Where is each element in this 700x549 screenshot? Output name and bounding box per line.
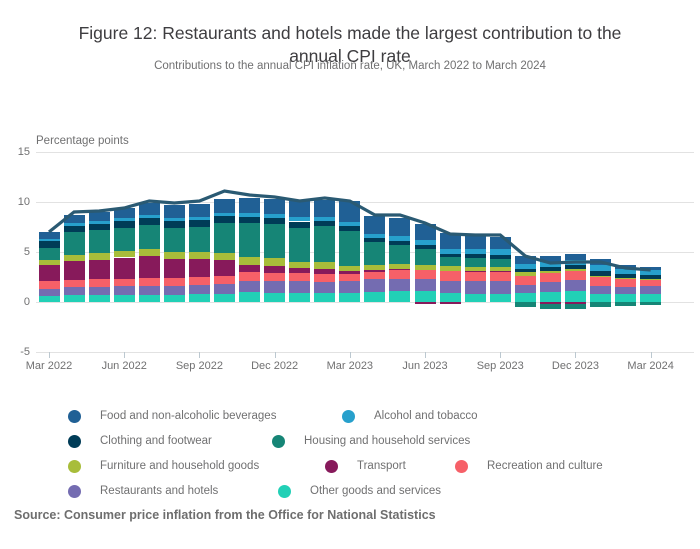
bar-segment[interactable] — [264, 273, 285, 282]
bar-segment[interactable] — [264, 293, 285, 302]
bar-segment[interactable] — [114, 228, 135, 252]
bar-segment[interactable] — [339, 222, 360, 226]
bar-segment[interactable] — [590, 294, 611, 302]
y-tick-label: -5 — [20, 346, 30, 358]
bar-segment[interactable] — [465, 294, 486, 303]
bar-segment[interactable] — [39, 265, 60, 281]
bar-segment[interactable] — [239, 281, 260, 292]
source-note: Source: Consumer price inflation from the Office for National Statistics — [14, 508, 436, 522]
bar-segment[interactable] — [515, 302, 536, 307]
bar-segment[interactable] — [490, 237, 511, 249]
bar-segment[interactable] — [565, 271, 586, 280]
bar-segment[interactable] — [565, 265, 586, 269]
bar-segment[interactable] — [640, 294, 661, 302]
bar-segment[interactable] — [440, 281, 461, 293]
bar-segment[interactable] — [39, 248, 60, 260]
bar-segment[interactable] — [615, 294, 636, 302]
bar-segment[interactable] — [590, 265, 611, 271]
bar-segment[interactable] — [139, 218, 160, 225]
bar-segment[interactable] — [615, 274, 636, 278]
bar-segment[interactable] — [590, 302, 611, 307]
bar-segment[interactable] — [189, 217, 210, 220]
bar-segment[interactable] — [364, 216, 385, 234]
legend-dot-icon — [342, 410, 355, 423]
x-tick-mark — [49, 352, 50, 358]
legend-label: Alcohol and tobacco — [374, 410, 478, 422]
bar-segment[interactable] — [239, 257, 260, 265]
bar-segment[interactable] — [164, 228, 185, 253]
legend-label: Recreation and culture — [487, 460, 603, 472]
bar-segment[interactable] — [565, 291, 586, 302]
bar-segment[interactable] — [490, 271, 511, 272]
y-tick-label: 15 — [17, 146, 30, 158]
bar-segment[interactable] — [339, 271, 360, 274]
bar-segment[interactable] — [89, 253, 110, 259]
legend-label: Clothing and footwear — [100, 435, 212, 447]
bar-segment[interactable] — [540, 271, 561, 273]
bar-segment[interactable] — [89, 287, 110, 295]
bar-segment[interactable] — [389, 279, 410, 291]
bar-segment[interactable] — [314, 200, 335, 217]
bar-segment[interactable] — [389, 291, 410, 302]
bar-segment[interactable] — [415, 224, 436, 240]
bar-segment[interactable] — [415, 302, 436, 304]
bar-segment[interactable] — [515, 256, 536, 264]
bar-segment[interactable] — [239, 265, 260, 272]
bar-segment[interactable] — [89, 221, 110, 224]
x-tick-mark — [199, 352, 200, 358]
bar-segment[interactable] — [39, 239, 60, 241]
bar-segment[interactable] — [540, 304, 561, 310]
legend-label: Other goods and services — [310, 485, 442, 497]
bar-segment[interactable] — [339, 281, 360, 293]
bar-segment[interactable] — [314, 226, 335, 262]
bar-segment[interactable] — [114, 295, 135, 302]
bar-segment[interactable] — [289, 262, 310, 268]
bar-segment[interactable] — [515, 272, 536, 276]
legend-label: Food and non-alcoholic beverages — [100, 410, 277, 422]
gridline--5 — [36, 352, 694, 353]
legend-dot-icon — [68, 435, 81, 448]
bar-segment[interactable] — [214, 276, 235, 284]
bar-segment[interactable] — [89, 279, 110, 287]
bar-segment[interactable] — [490, 249, 511, 255]
bar-segment[interactable] — [214, 260, 235, 276]
bar-segment[interactable] — [465, 254, 486, 258]
bar-segment[interactable] — [364, 238, 385, 242]
bar-segment[interactable] — [289, 217, 310, 222]
bar-segment[interactable] — [565, 254, 586, 260]
legend-dot-icon — [278, 485, 291, 498]
bar-segment[interactable] — [540, 262, 561, 267]
x-tick-mark — [350, 352, 351, 358]
bar-segment[interactable] — [415, 291, 436, 302]
bar-segment[interactable] — [415, 279, 436, 291]
x-tick-mark — [124, 352, 125, 358]
bar-segment[interactable] — [114, 258, 135, 279]
bar-segment[interactable] — [465, 271, 486, 272]
bar-segment[interactable] — [239, 213, 260, 217]
x-tick-mark — [500, 352, 501, 358]
gridline-10 — [36, 202, 694, 203]
bar-segment[interactable] — [39, 296, 60, 302]
bar-segment[interactable] — [114, 221, 135, 228]
bar-segment[interactable] — [465, 272, 486, 282]
bar-segment[interactable] — [164, 252, 185, 259]
bar-segment[interactable] — [590, 277, 611, 286]
bar-segment[interactable] — [139, 203, 160, 215]
bar-segment[interactable] — [189, 252, 210, 259]
bar-segment[interactable] — [89, 224, 110, 231]
bar-segment[interactable] — [64, 232, 85, 255]
bar-segment[interactable] — [189, 220, 210, 227]
bar-segment[interactable] — [64, 255, 85, 261]
bar-segment[interactable] — [415, 249, 436, 265]
bar-segment[interactable] — [114, 279, 135, 287]
bar-segment[interactable] — [214, 216, 235, 223]
bar-segment[interactable] — [214, 284, 235, 294]
bar-segment[interactable] — [615, 269, 636, 274]
bar-segment[interactable] — [615, 279, 636, 287]
bar-segment[interactable] — [339, 231, 360, 266]
bar-segment[interactable] — [565, 260, 586, 265]
bar-segment[interactable] — [490, 281, 511, 294]
bar-segment[interactable] — [214, 213, 235, 216]
bar-segment[interactable] — [615, 265, 636, 269]
bar-segment[interactable] — [289, 293, 310, 302]
bar-segment[interactable] — [314, 262, 335, 269]
legend-label: Transport — [357, 460, 406, 472]
bar-segment[interactable] — [289, 201, 310, 217]
bar-segment[interactable] — [164, 278, 185, 286]
bar-segment[interactable] — [114, 208, 135, 218]
bar-segment[interactable] — [139, 286, 160, 295]
bar-segment[interactable] — [139, 225, 160, 249]
bar-segment[interactable] — [339, 274, 360, 281]
legend-label: Restaurants and hotels — [100, 485, 219, 497]
bar-segment[interactable] — [389, 270, 410, 279]
x-tick-label: Dec 2023 — [551, 360, 600, 372]
bar-segment[interactable] — [139, 256, 160, 278]
legend-label: Furniture and household goods — [100, 460, 260, 472]
bar-segment[interactable] — [364, 234, 385, 238]
x-tick-label: Mar 2023 — [326, 360, 374, 372]
bar-segment[interactable] — [440, 271, 461, 281]
x-tick-label: Dec 2022 — [251, 360, 299, 372]
bar-segment[interactable] — [615, 278, 636, 279]
bar-segment[interactable] — [264, 199, 285, 215]
bar-segment[interactable] — [239, 217, 260, 223]
bar-segment[interactable] — [239, 223, 260, 257]
x-tick-label: Sep 2022 — [175, 360, 223, 372]
bar-segment[interactable] — [540, 267, 561, 271]
y-tick-label: 10 — [17, 196, 30, 208]
bar-segment[interactable] — [515, 276, 536, 285]
bar-segment[interactable] — [540, 273, 561, 282]
bar-segment[interactable] — [239, 198, 260, 213]
bar-segment[interactable] — [114, 286, 135, 295]
bar-segment[interactable] — [114, 218, 135, 221]
bar-segment[interactable] — [565, 280, 586, 291]
bar-segment[interactable] — [465, 281, 486, 294]
bar-segment[interactable] — [389, 245, 410, 264]
bar-segment[interactable] — [415, 240, 436, 245]
bar-segment[interactable] — [440, 233, 461, 249]
bar-segment[interactable] — [214, 294, 235, 302]
bar-segment[interactable] — [314, 217, 335, 222]
bar-segment[interactable] — [415, 270, 436, 279]
bar-segment[interactable] — [214, 223, 235, 253]
bar-segment[interactable] — [490, 272, 511, 281]
bar-segment[interactable] — [214, 199, 235, 213]
bar-segment[interactable] — [540, 282, 561, 292]
bar-segment[interactable] — [189, 285, 210, 294]
x-tick-mark — [275, 352, 276, 358]
bar-segment[interactable] — [490, 267, 511, 271]
bar-segment[interactable] — [565, 269, 586, 271]
x-tick-mark — [575, 352, 576, 358]
bar-segment[interactable] — [490, 294, 511, 302]
bar-segment[interactable] — [264, 266, 285, 273]
bar-segment[interactable] — [640, 286, 661, 294]
y-tick-label: 5 — [23, 246, 30, 258]
bar-segment[interactable] — [339, 201, 360, 222]
bar-segment[interactable] — [214, 253, 235, 260]
bar-segment[interactable] — [39, 281, 60, 289]
bar-segment[interactable] — [415, 245, 436, 249]
bar-segment[interactable] — [39, 232, 60, 239]
bar-segment[interactable] — [164, 259, 185, 278]
bar-segment[interactable] — [264, 224, 285, 258]
bar-segment[interactable] — [640, 279, 661, 280]
bar-segment[interactable] — [289, 281, 310, 293]
bar-segment[interactable] — [640, 275, 661, 279]
bar-segment[interactable] — [640, 279, 661, 286]
page-title: Figure 12: Restaurants and hotels made the largest contribution to the annual CPI rate — [78, 22, 622, 66]
bar-segment[interactable] — [89, 295, 110, 302]
bar-segment[interactable] — [364, 292, 385, 302]
bar-segment[interactable] — [189, 227, 210, 252]
bar-segment[interactable] — [515, 264, 536, 269]
bar-segment[interactable] — [590, 276, 611, 277]
bar-segment[interactable] — [339, 266, 360, 271]
bar-segment[interactable] — [314, 282, 335, 294]
x-tick-label: Jun 2023 — [402, 360, 448, 372]
bar-segment[interactable] — [364, 272, 385, 279]
bar-segment[interactable] — [164, 205, 185, 218]
bar-segment[interactable] — [540, 292, 561, 302]
bar-segment[interactable] — [189, 277, 210, 285]
bar-segment[interactable] — [314, 274, 335, 282]
bar-segment[interactable] — [640, 267, 661, 270]
bar-segment[interactable] — [39, 260, 60, 265]
bar-segment[interactable] — [189, 204, 210, 218]
legend-dot-icon — [272, 435, 285, 448]
bar-segment[interactable] — [440, 249, 461, 254]
bar-segment[interactable] — [64, 226, 85, 233]
bar-segment[interactable] — [490, 259, 511, 267]
bar-segment[interactable] — [289, 228, 310, 263]
bar-segment[interactable] — [89, 230, 110, 253]
bar-segment[interactable] — [289, 273, 310, 281]
bar-segment[interactable] — [465, 235, 486, 249]
bar-segment[interactable] — [465, 267, 486, 272]
legend-dot-icon — [325, 460, 338, 473]
bar-segment[interactable] — [590, 259, 611, 265]
bar-segment[interactable] — [615, 302, 636, 306]
chart-subtitle: Contributions to the annual CPI inflation rate, UK, March 2022 to March 2024 — [154, 60, 546, 72]
bar-segment[interactable] — [465, 258, 486, 267]
bar-segment[interactable] — [440, 254, 461, 257]
bar-segment[interactable] — [139, 295, 160, 302]
bar-segment[interactable] — [540, 256, 561, 262]
bar-segment[interactable] — [289, 222, 310, 228]
bar-segment[interactable] — [64, 287, 85, 295]
bar-segment[interactable] — [164, 221, 185, 228]
bar-segment[interactable] — [39, 241, 60, 248]
bar-segment[interactable] — [189, 294, 210, 302]
bar-segment[interactable] — [239, 292, 260, 302]
bar-segment[interactable] — [264, 281, 285, 293]
bar-segment[interactable] — [314, 293, 335, 302]
bar-segment[interactable] — [189, 259, 210, 277]
legend-label: Housing and household services — [304, 435, 471, 447]
bar-segment[interactable] — [364, 242, 385, 265]
x-tick-mark — [425, 352, 426, 358]
legend-dot-icon — [68, 410, 81, 423]
bar-segment[interactable] — [64, 223, 85, 226]
bar-segment[interactable] — [389, 218, 410, 236]
bar-segment[interactable] — [440, 257, 461, 266]
gridline-15 — [36, 152, 694, 153]
bar-segment[interactable] — [314, 221, 335, 226]
bar-segment[interactable] — [389, 269, 410, 270]
bar-segment[interactable] — [515, 269, 536, 272]
legend-dot-icon — [68, 485, 81, 498]
bar-segment[interactable] — [64, 280, 85, 288]
bar-segment[interactable] — [565, 304, 586, 310]
bar-segment[interactable] — [364, 265, 385, 270]
bar-segment[interactable] — [264, 214, 285, 218]
bar-segment[interactable] — [339, 293, 360, 302]
bar-segment[interactable] — [389, 236, 410, 241]
bar-segment[interactable] — [590, 286, 611, 294]
bar-segment[interactable] — [114, 251, 135, 257]
x-tick-label: Mar 2024 — [627, 360, 674, 372]
x-tick-label: Mar 2022 — [25, 360, 73, 372]
legend-dot-icon — [455, 460, 468, 473]
bar-segment[interactable] — [415, 265, 436, 270]
bar-segment[interactable] — [64, 261, 85, 280]
bar-segment[interactable] — [389, 264, 410, 269]
y-tick-label: 0 — [23, 296, 30, 308]
bar-segment[interactable] — [364, 270, 385, 272]
bar-segment[interactable] — [440, 266, 461, 271]
bar-segment[interactable] — [615, 287, 636, 295]
bar-segment[interactable] — [139, 249, 160, 256]
bar-segment[interactable] — [139, 278, 160, 286]
bar-segment[interactable] — [164, 218, 185, 221]
legend-dot-icon — [68, 460, 81, 473]
bar-segment[interactable] — [364, 279, 385, 292]
x-tick-label: Sep 2023 — [476, 360, 524, 372]
bar-segment[interactable] — [164, 286, 185, 295]
x-tick-mark — [651, 352, 652, 358]
bar-segment[interactable] — [314, 269, 335, 275]
bar-segment[interactable] — [239, 272, 260, 281]
y-axis-unit-label: Percentage points — [36, 135, 129, 147]
bar-segment[interactable] — [139, 215, 160, 218]
bar-segment[interactable] — [440, 302, 461, 304]
bar-segment[interactable] — [590, 271, 611, 276]
bar-segment[interactable] — [640, 302, 661, 305]
bar-segment[interactable] — [164, 295, 185, 303]
bar-segment[interactable] — [39, 289, 60, 296]
bar-segment[interactable] — [515, 285, 536, 293]
bar-segment[interactable] — [440, 293, 461, 302]
bar-segment[interactable] — [64, 295, 85, 302]
bar-segment[interactable] — [264, 218, 285, 224]
bar-segment[interactable] — [289, 268, 310, 273]
bar-segment[interactable] — [339, 226, 360, 231]
bar-segment[interactable] — [490, 255, 511, 259]
bar-segment[interactable] — [89, 212, 110, 221]
bar-segment[interactable] — [465, 249, 486, 255]
bar-segment[interactable] — [264, 258, 285, 266]
bar-segment[interactable] — [389, 241, 410, 245]
bar-segment[interactable] — [64, 215, 85, 224]
bar-segment[interactable] — [640, 270, 661, 275]
bar-segment[interactable] — [515, 293, 536, 302]
x-tick-label: Jun 2022 — [101, 360, 147, 372]
bar-segment[interactable] — [89, 260, 110, 279]
